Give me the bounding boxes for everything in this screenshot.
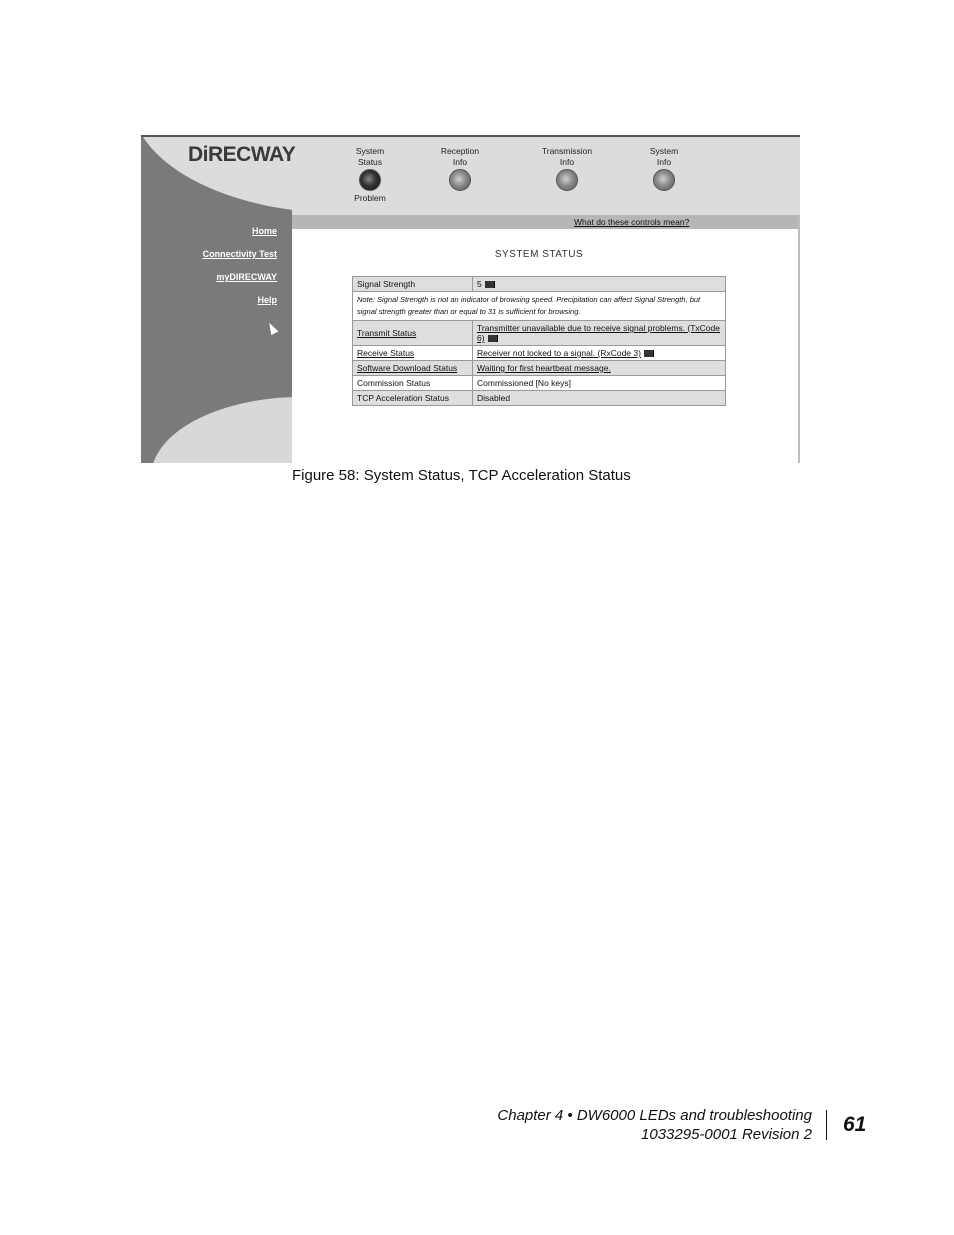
- table-row: [353, 361, 726, 376]
- receive-status-cell: [473, 346, 726, 361]
- figure-caption: Figure 58: System Status, TCP Acceleration Status: [292, 467, 631, 484]
- status-led-icon: [449, 169, 471, 191]
- nav-system-status-label: System Status: [355, 146, 385, 167]
- status-led-icon: [359, 169, 381, 191]
- sidebar-bottom-curve: [141, 375, 292, 463]
- flag-icon: [644, 350, 654, 357]
- signal-note: Note: Signal Strength is not an indicator of browsing speed. Precipitation can affect Signal Strength, but signal strength greater than or equal to 31 is sufficient for browsing.: [353, 292, 726, 321]
- page-footer: [497, 1106, 812, 1144]
- signal-strength-cell: [473, 277, 726, 292]
- tcp-acceleration-status-label: TCP Acceleration Status: [353, 391, 473, 406]
- section-title: SYSTEM STATUS: [494, 249, 584, 260]
- nav-system-status[interactable]: [325, 146, 415, 204]
- tcp-acceleration-status-value: Disabled: [473, 391, 726, 406]
- nav-reception-info-label: Reception Info: [440, 146, 480, 167]
- controls-help-link[interactable]: What do these controls mean?: [574, 217, 690, 227]
- status-led-icon: [556, 169, 578, 191]
- transmit-status-value[interactable]: Transmitter unavailable due to receive signal problems. (TxCode 6): [477, 323, 720, 343]
- table-row: [353, 391, 726, 406]
- footer-revision: 1033295-0001 Revision 2: [641, 1126, 812, 1143]
- nav-transmission-info[interactable]: [522, 146, 612, 191]
- table-row: [353, 277, 726, 292]
- footer-divider: [826, 1110, 827, 1140]
- flag-icon: [488, 335, 498, 342]
- table-row: [353, 292, 726, 321]
- sidebar-item-connectivity-test[interactable]: Connectivity Test: [202, 249, 277, 259]
- commission-status-label: Commission Status: [353, 376, 473, 391]
- page-number: 61: [843, 1113, 867, 1136]
- table-row: [353, 346, 726, 361]
- screenshot-figure: [141, 135, 800, 463]
- controls-bar: [292, 215, 800, 229]
- commission-status-value: Commissioned [No keys]: [473, 376, 726, 391]
- sidebar-item-home[interactable]: Home: [251, 226, 277, 236]
- transmit-status-cell: [473, 321, 726, 346]
- direcway-logo: DiRECWAY: [188, 143, 296, 166]
- nav-system-info-label: System Info: [649, 146, 679, 167]
- receive-status-link[interactable]: Receive Status: [353, 346, 473, 361]
- transmit-status-link[interactable]: Transmit Status: [353, 321, 473, 346]
- nav-system-info[interactable]: [619, 146, 709, 191]
- flag-icon: [485, 281, 495, 288]
- nav-system-status-sub: Problem: [354, 193, 386, 203]
- table-row: [353, 376, 726, 391]
- sidebar-item-help[interactable]: Help: [257, 295, 277, 305]
- software-download-status-link[interactable]: Software Download Status: [353, 361, 473, 376]
- system-status-table: [352, 276, 726, 406]
- sidebar-item-mydirecway[interactable]: myDIRECWAY: [216, 272, 277, 282]
- table-row: [353, 321, 726, 346]
- signal-strength-value: 5: [477, 279, 482, 289]
- signal-strength-label: Signal Strength: [353, 277, 473, 292]
- nav-reception-info[interactable]: [415, 146, 505, 191]
- footer-chapter: Chapter 4 • DW6000 LEDs and troubleshooting: [497, 1107, 812, 1124]
- receive-status-value[interactable]: Receiver not locked to a signal. (RxCode 3): [477, 348, 641, 358]
- software-download-status-value[interactable]: Waiting for first heartbeat message.: [473, 361, 726, 376]
- status-led-icon: [653, 169, 675, 191]
- nav-transmission-info-label: Transmission Info: [541, 146, 593, 167]
